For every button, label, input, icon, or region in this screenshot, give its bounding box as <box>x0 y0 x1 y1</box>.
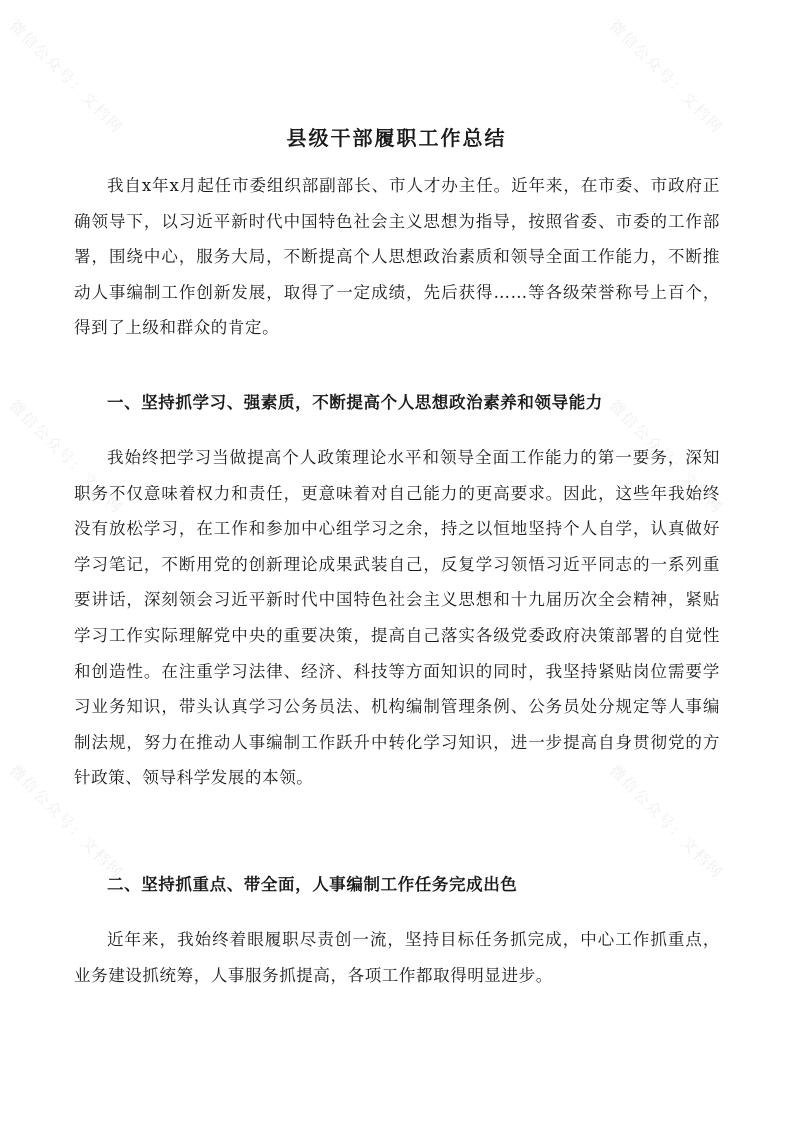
section-2-body: 近年来，我始终着眼履职尽责创一流，坚持目标任务抓完成，中心工作抓重点，业务建设抓统筹，人事服务抓提高，各项工作都取得明显进步。 <box>74 930 720 985</box>
section-2-heading: 二、坚持抓重点、带全面，人事编制工作任务完成出色 <box>107 875 518 894</box>
watermark: 微信公众号：文档网 <box>5 16 127 138</box>
document-title: 县级干部履职工作总结 <box>286 126 507 150</box>
intro-paragraph: 我自x年x月起任市委组织部副部长、市人才办主任。近年来，在市委、市政府正确领导下，以习近平新时代中国特色社会主义思想为指导，按照省委、市委的工作部署，围绕中心，服务大局，不断提高个人思想政治素质和领导全面工作能力，不断推动人事编制工作创新发展，取得了一定成绩，先后获得……等各级荣誉称号上百个，得到了上级和群众的肯定。 <box>74 176 720 338</box>
section-1-body: 我始终把学习当做提高个人政策理论水平和领导全面工作能力的第一要务，深知职务不仅意味着权力和责任，更意味着对自己能力的更高要求。因此，这些年我始终没有放松学习，在工作和参加中心组学习之余，持之以恒地坚持个人自学，认真做好学习笔记，不断用党的创新理论成果武装自己，反复学习领悟习近平同志的一系列重要讲话，深刻领会习近平新时代中国特色社会主义思想和十九届历次全会精神，紧贴学习工作实际理解党中央的重要决策，提高自己落实各级党委政府决策部署的自觉性和创造性。在注重学习法律、经济、科技等方面知识的同时，我坚持紧贴岗位需要学习业务知识，带头认真学习公务员法、机构编制管理条例、公务员处分规定等人事编制法规，努力在推动人事编制工作跃升中转化学习知识，进一步提高自身贯彻党的方针政策、领导科学发展的本领。 <box>74 448 720 788</box>
watermark: 微信公众号：文档网 <box>5 761 127 883</box>
watermark: 微信公众号：文档网 <box>605 16 727 138</box>
watermark: 微信公众号：文档网 <box>5 396 127 518</box>
section-1-heading: 一、坚持抓学习、强素质，不断提高个人思想政治素养和领导能力 <box>107 393 603 412</box>
watermark: 微信公众号：文档网 <box>605 761 727 883</box>
watermark: 微信公众号：文档网 <box>605 396 727 518</box>
